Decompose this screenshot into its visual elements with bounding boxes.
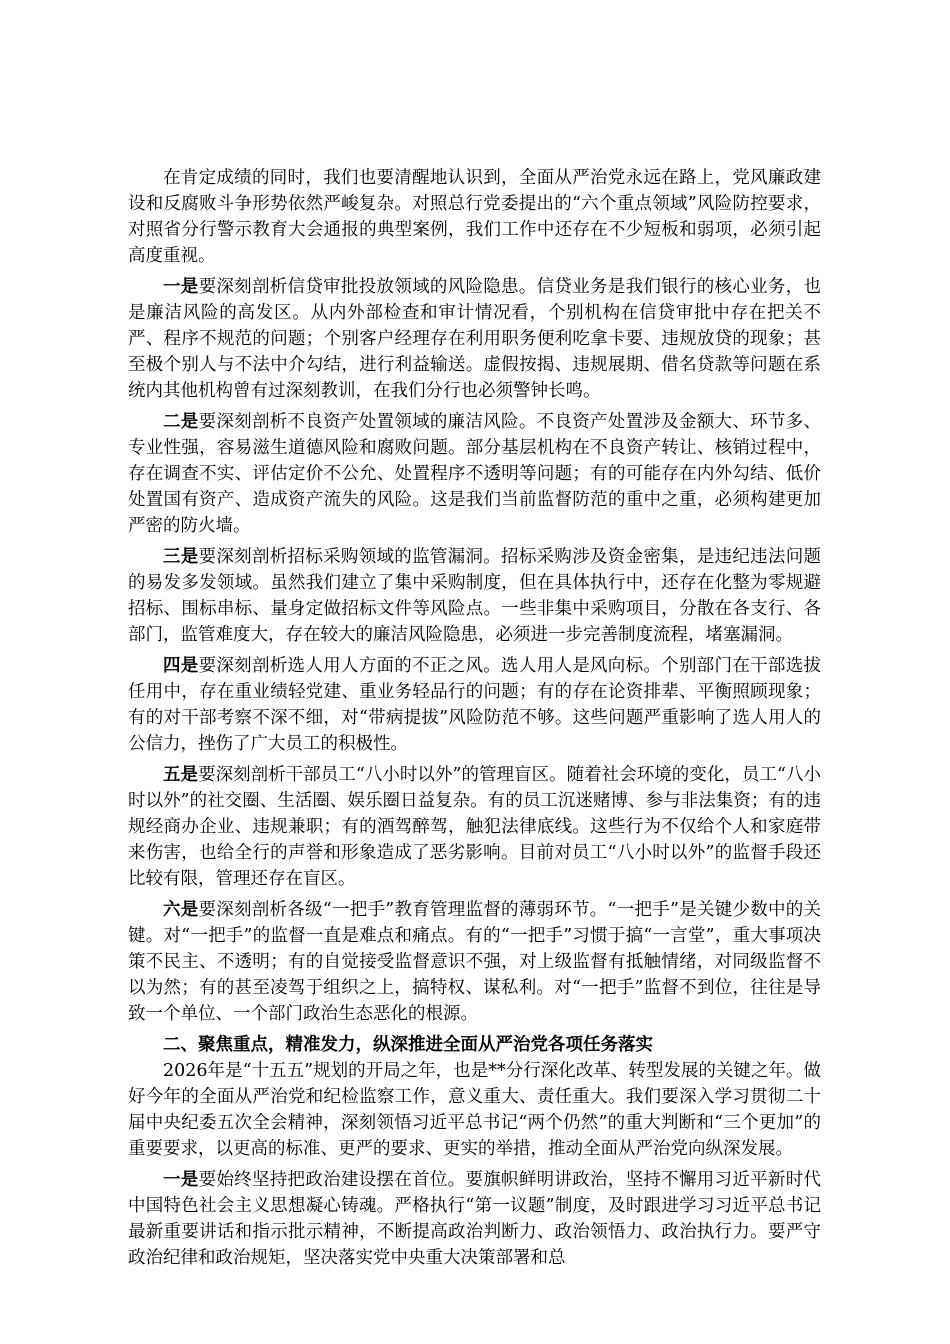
- paragraph-lead: 一是: [163, 1170, 199, 1190]
- paragraph-section2-intro: [128, 1058, 821, 1162]
- paragraph-lead: 三是: [163, 547, 199, 567]
- paragraph-point-1: [128, 274, 821, 404]
- section-heading: 二、聚焦重点，精准发力，纵深推进全面从严治党各项任务落实: [163, 1035, 653, 1055]
- paragraph-point-6: [128, 897, 821, 1027]
- paragraph-lead: 四是: [163, 656, 199, 676]
- document-page: [128, 165, 821, 1276]
- paragraph-lead: 五是: [163, 765, 199, 785]
- paragraph-point-4: [128, 653, 821, 757]
- paragraph-section2-point-1: [128, 1167, 821, 1271]
- paragraph-text: 在肯定成绩的同时，我们也要清醒地认识到，全面从严治党永远在路上，党风廉政建设和反腐败斗争形势依然严峻复杂。对照总行党委提出的“六个重点领域”风险防控要求，对照省分行警示教育大会通报的典型案例，我们工作中还存在不少短板和弱项，必须引起高度重视。: [128, 168, 821, 266]
- paragraph-point-3: [128, 544, 821, 648]
- paragraph-text: 要深刻剖析各级“一把手”教育管理监督的薄弱环节。“一把手”是关键少数中的关键。对“一把手”的监督一直是难点和痛点。有的“一把手”习惯于搞“一言堂”，重大事项决策不民主、不透明；有的自觉接受监督意识不强，对上级监督有抵触情绪，对同级监督不以为然；有的甚至凌驾于组织之上，搞特权、谋私利。对“一把手”监督不到位，往往是导致一个单位、一个部门政治生态恶化的根源。: [128, 900, 821, 1024]
- paragraph-text: 2026年是“十五五”规划的开局之年，也是**分行深化改革、转型发展的关键之年。做好今年的全面从严治党和纪检监察工作，意义重大、责任重大。我们要深入学习贯彻二十届中央纪委五次全会精神，深刻领悟习近平总书记“两个仍然”的重大判断和“三个更加”的重要要求，以更高的标准、更严的要求、更实的举措，推动全面从严治党向纵深发展。: [128, 1061, 821, 1159]
- paragraph-lead: 二是: [163, 412, 199, 432]
- paragraph-point-5: [128, 762, 821, 892]
- paragraph-text: 要深刻剖析信贷审批投放领域的风险隐患。信贷业务是我们银行的核心业务，也是廉洁风险的高发区。从内外部检查和审计情况看，个别机构在信贷审批中存在把关不严、程序不规范的问题；个别客户经理存在利用职务便利吃拿卡要、违规放贷的现象；甚至极个别人与不法中介勾结，进行利益输送。虚假按揭、违规展期、借名贷款等问题在系统内其他机构曾有过深刻教训，在我们分行也必须警钟长鸣。: [128, 277, 822, 401]
- paragraph-lead: 六是: [163, 900, 199, 920]
- paragraph-point-2: [128, 409, 821, 539]
- paragraph-text: 要始终坚持把政治建设摆在首位。要旗帜鲜明讲政治，坚持不懈用习近平新时代中国特色社会主义思想凝心铸魂。严格执行“第一议题”制度，及时跟进学习习近平总书记最新重要讲话和指示批示精神，不断提高政治判断力、政治领悟力、政治执行力。要严守政治纪律和政治规矩，坚决落实党中央重大决策部署和总: [128, 1170, 822, 1268]
- paragraph-text: 要深刻剖析干部员工“八小时以外”的管理盲区。随着社会环境的变化，员工“八小时以外”的社交圈、生活圈、娱乐圈日益复杂。有的员工沉迷赌博、参与非法集资；有的违规经商办企业、违规兼职；有的酒驾醉驾，触犯法律底线。这些行为不仅给个人和家庭带来伤害，也给全行的声誉和形象造成了恶劣影响。目前对员工“八小时以外”的监督手段还比较有限，管理还存在盲区。: [128, 765, 821, 889]
- paragraph-intro: [128, 165, 821, 269]
- paragraph-text: 要深刻剖析选人用人方面的不正之风。选人用人是风向标。个别部门在干部选拔任用中，存在重业绩轻党建、重业务轻品行的问题；有的存在论资排辈、平衡照顾现象；有的对干部考察不深不细，对“带病提拔”风险防范不够。这些问题严重影响了选人用人的公信力，挫伤了广大员工的积极性。: [128, 656, 822, 754]
- paragraph-text: 要深刻剖析招标采购领域的监管漏洞。招标采购涉及资金密集，是违纪违法问题的易发多发领域。虽然我们建立了集中采购制度，但在具体执行中，还存在化整为零规避招标、围标串标、量身定做招标文件等风险点。一些非集中采购项目，分散在各支行、各部门，监管难度大，存在较大的廉洁风险隐患，必须进一步完善制度流程，堵塞漏洞。: [128, 547, 822, 645]
- paragraph-text: 要深刻剖析不良资产处置领域的廉洁风险。不良资产处置涉及金额大、环节多、专业性强，容易滋生道德风险和腐败问题。部分基层机构在不良资产转让、核销过程中，存在调查不实、评估定价不公允、处置程序不透明等问题；有的可能存在内外勾结、低价处置国有资产、造成资产流失的风险。这是我们当前监督防范的重中之重，必须构建更加严密的防火墙。: [128, 412, 822, 536]
- paragraph-lead: 一是: [163, 277, 199, 297]
